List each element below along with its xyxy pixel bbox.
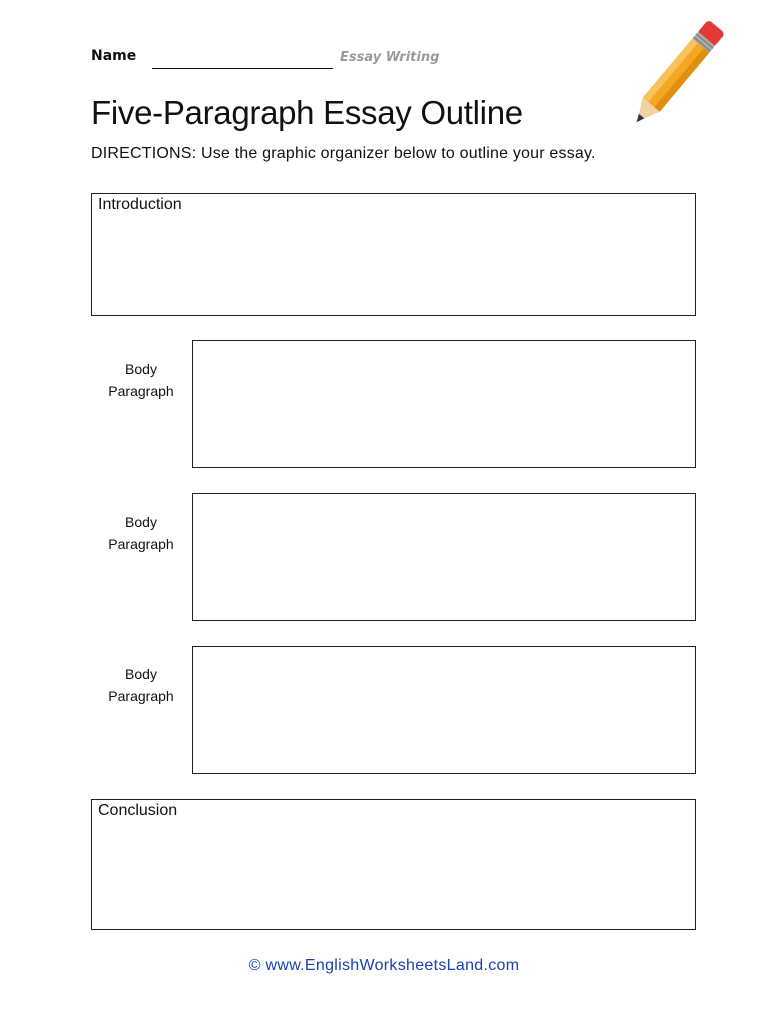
conclusion-box[interactable] <box>91 799 696 930</box>
introduction-box[interactable] <box>91 193 696 316</box>
name-label: Name <box>91 48 137 64</box>
body-paragraph-2-label <box>96 511 186 555</box>
body-paragraph-3-label-line2: Paragraph <box>108 688 174 704</box>
website-link[interactable]: www.EnglishWorksheetsLand.com <box>265 957 520 974</box>
page-title: Five-Paragraph Essay Outline <box>91 94 523 131</box>
name-input-line[interactable] <box>152 68 333 69</box>
body-paragraph-2-label-line1: Body <box>125 514 157 530</box>
subject-label: Essay Writing <box>340 50 440 65</box>
introduction-label: Introduction <box>98 196 182 213</box>
copyright-icon: © <box>248 957 261 974</box>
pencil-icon <box>612 14 742 134</box>
body-paragraph-2-label-line2: Paragraph <box>108 536 174 552</box>
body-paragraph-3-label <box>96 663 186 707</box>
body-paragraph-1-box[interactable] <box>192 340 696 468</box>
body-paragraph-1-label-line2: Paragraph <box>108 383 174 399</box>
body-paragraph-1-label-line1: Body <box>125 361 157 377</box>
body-paragraph-1-label <box>96 358 186 402</box>
body-paragraph-3-label-line1: Body <box>125 666 157 682</box>
footer <box>0 957 768 975</box>
directions: DIRECTIONS: Use the graphic organizer below to outline your essay. <box>91 145 596 162</box>
body-paragraph-2-box[interactable] <box>192 493 696 621</box>
conclusion-label: Conclusion <box>98 802 178 819</box>
body-paragraph-3-box[interactable] <box>192 646 696 774</box>
